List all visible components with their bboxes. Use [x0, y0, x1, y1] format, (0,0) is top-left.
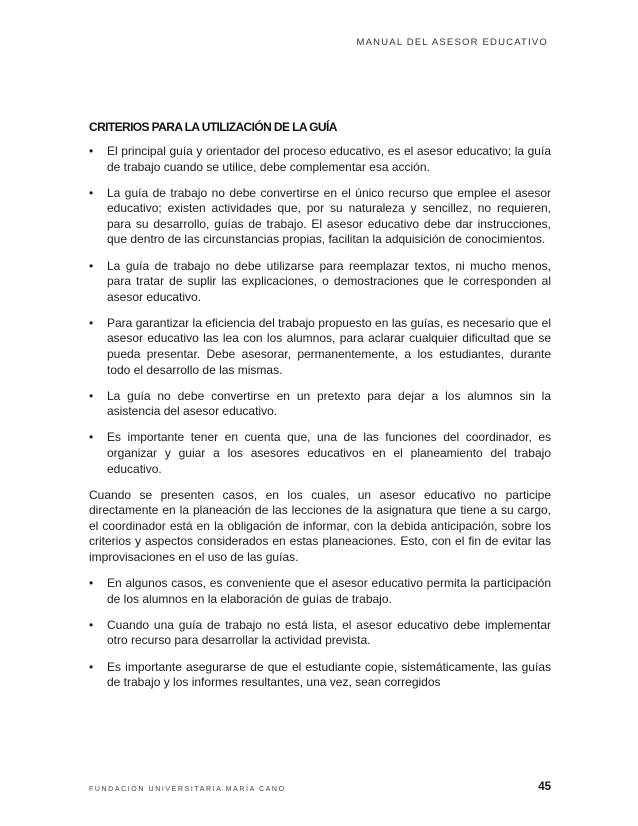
list-item: • La guía no debe convertirse en un pretexto para dejar a los alumnos sin la asistencia del asesor educativo.	[89, 389, 551, 420]
list-item: • Es importante asegurarse de que el estudiante copie, sistemáticamente, las guías de trabajo y los informes resultantes, una vez, sean corregidos	[89, 660, 551, 691]
page-body	[89, 144, 551, 701]
criteria-list-1	[89, 144, 551, 477]
running-header: MANUAL DEL ASESOR EDUCATIVO	[356, 37, 548, 48]
list-item: • La guía de trabajo no debe utilizarse para reemplazar textos, ni mucho menos, para tratar de suplir las explicaciones, o demostraciones que le corresponden al asesor educativo.	[89, 259, 551, 306]
criteria-list-2	[89, 576, 551, 691]
body-paragraph: Cuando se presenten casos, en los cuales, un asesor educativo no participe directamente en la planeación de las lecciones de la asignatura que tiene a su cargo, el coordinador está en la obligación de informar, con la debida anticipación, sobre los criterios y aspectos considerados en estas planeaciones. Esto, con el fin de evitar las improvisaciones en el uso de las guías.	[89, 487, 551, 565]
list-item: • Cuando una guía de trabajo no está lista, el asesor educativo debe implementar otro recurso para desarrollar la actividad prevista.	[89, 618, 551, 649]
list-item: • En algunos casos, es conveniente que el asesor educativo permita la participación de los alumnos en la elaboración de guías de trabajo.	[89, 576, 551, 607]
list-item: • Es importante tener en cuenta que, una de las funciones del coordinador, es organizar y guiar a los asesores educativos en el planeamiento del trabajo educativo.	[89, 430, 551, 477]
list-item: • La guía de trabajo no debe convertirse en el único recurso que emplee el asesor educativo; existen actividades que, por su naturaleza y sencillez, no requieren, para su desarrollo, guías de trabajo. El asesor educativo debe dar instrucciones, que dentro de las circunstancias propias, facilitan la adquisición de conocimientos.	[89, 186, 551, 248]
list-item: • Para garantizar la eficiencia del trabajo propuesto en las guías, es necesario que el asesor educativo las lea con los alumnos, para aclarar cualquier dificultad que se pueda presentar. Debe asesorar, permanentemente, a los estudiantes, durante todo el desarrollo de las mismas.	[89, 316, 551, 378]
section-title: CRITERIOS PARA LA UTILIZACIÓN DE LA GUÍA	[89, 120, 337, 134]
page-number: 45	[538, 781, 551, 793]
list-item: • El principal guía y orientador del proceso educativo, es el asesor educativo; la guía de trabajo cuando se utilice, debe complementar esa acción.	[89, 144, 551, 175]
footer-institution: FUNDACIÓN UNIVERSITARIA MARÍA CANO	[89, 786, 286, 793]
